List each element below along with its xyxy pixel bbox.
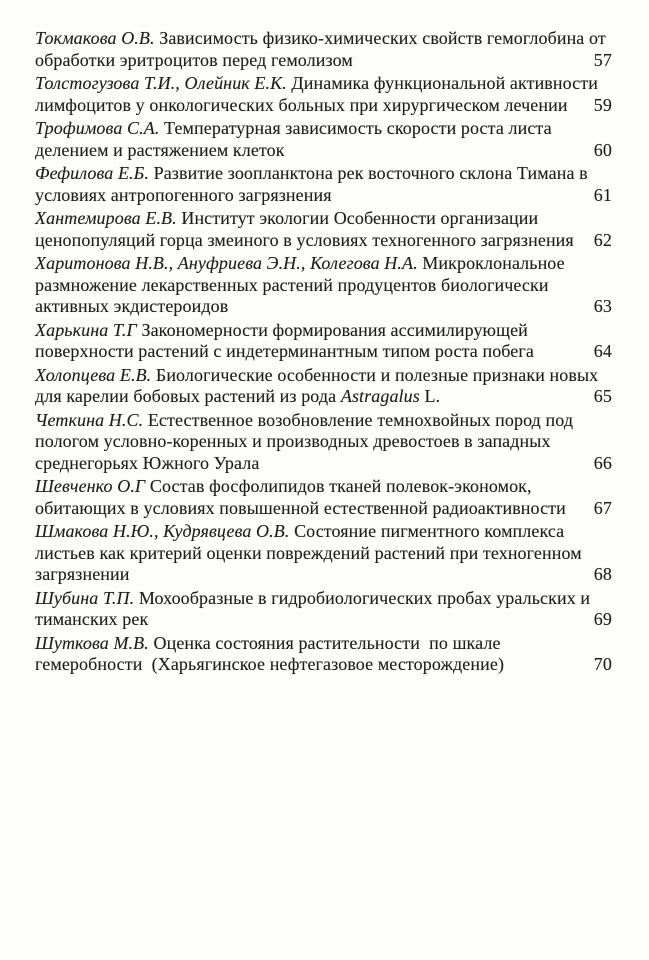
entry-authors: Шубина Т.П. [35, 587, 135, 608]
entry-page-number: 60 [593, 139, 612, 160]
toc-entry [35, 28, 612, 71]
entry-title: Зависимость физико-химических свойств гемоглобина от обработки эритроцитов перед гемолизом [35, 28, 611, 70]
entry-title: Динамика функциональной активности лимфоцитов у онкологических больных при хирургическом лечении [35, 73, 603, 115]
entry-authors: Харитонова Н.В., Ануфриева Э.Н., Колегова Н.А. [35, 253, 418, 273]
entry-authors: Толстогузова Т.И., Олейник Е.К. [35, 73, 287, 93]
entry-page-number: 66 [593, 452, 612, 473]
entry-page-number: 62 [593, 229, 612, 250]
entry-authors: Харькина Т.Г [35, 319, 137, 340]
toc-entry [35, 253, 612, 318]
entry-page-number: 69 [593, 609, 612, 629]
toc-entry [35, 163, 612, 206]
entry-title-suffix: L. [424, 386, 441, 406]
entry-page-number: 61 [593, 184, 612, 205]
toc-entry [35, 588, 612, 631]
entry-title: Закономерности формирования ассимилирующей поверхности растений с индетерминантным типом роста побега [35, 319, 534, 361]
entry-title: Микроклональное размножение лекарственных растений продуцентов биологически активных экдистероидов [35, 253, 570, 316]
entry-title: Мохообразные в гидробиологических пробах уральских и тиманских рек [35, 587, 595, 629]
entry-title: Оценка состояния растительности по шкале гемеробности (Харьягинское нефтегазовое месторождение) [35, 632, 506, 674]
entry-title: Биологические особенности и полезные признаки новых для карелии бобовых растений из рода [35, 364, 603, 406]
entry-page-number: 64 [593, 341, 612, 361]
toc-entry [35, 476, 612, 519]
entry-title: Естественное возобновление темнохвойных пород под пологом условно-коренных и производных древостоев в западных среднегорьях Южного Урала [35, 409, 578, 473]
entry-authors: Хантемирова Е.В. [35, 208, 177, 228]
entry-authors: Токмакова О.В. [35, 28, 155, 48]
entry-authors: Шевченко О.Г [35, 476, 146, 496]
entry-authors: Холопцева Е.В. [35, 364, 152, 385]
entry-page-number: 65 [593, 386, 612, 406]
entry-page-number: 59 [593, 94, 612, 115]
entry-authors: Четкина Н.С. [35, 409, 144, 430]
toc-entry [35, 118, 612, 161]
entry-page-number: 68 [593, 564, 612, 584]
toc-entry [35, 633, 612, 676]
species-name: Astragalus [340, 386, 420, 406]
entry-title: Состояние пигментного комплекса листьев как критерий оценки повреждений растений при техногенном загрязнении [35, 521, 587, 584]
entry-page-number: 70 [593, 654, 612, 674]
entry-title: Температурная зависимость скорости роста листа делением и растяжением клеток [35, 118, 557, 160]
toc-entry [35, 208, 612, 251]
entry-title: Институт экологии Особенности организации ценопопуляций горца змеиного в условиях техногенного загрязнения [35, 208, 574, 250]
entry-authors: Трофимова С.А. [35, 118, 160, 138]
entry-title: Развитие зоопланктона рек восточного склона Тимана в условиях антропогенного загрязнения [35, 163, 593, 205]
entry-authors: Шмакова Н.Ю., Кудрявцева О.В. [35, 521, 290, 541]
toc-entry [35, 410, 612, 475]
toc-entry-list [35, 28, 612, 676]
entry-authors: Шуткова М.В. [35, 632, 149, 653]
toc-entry [35, 320, 612, 363]
toc-entry [35, 365, 612, 408]
entry-title: Состав фосфолипидов тканей полевок-экономок, обитающих в условиях повышенной естественной радиоактивности [35, 476, 566, 518]
entry-page-number: 57 [593, 49, 612, 70]
entry-authors: Фефилова Е.Б. [35, 163, 149, 183]
entry-page-number: 67 [593, 497, 612, 518]
toc-entry [35, 521, 612, 586]
entry-page-number: 63 [593, 296, 612, 316]
toc-entry [35, 73, 612, 116]
